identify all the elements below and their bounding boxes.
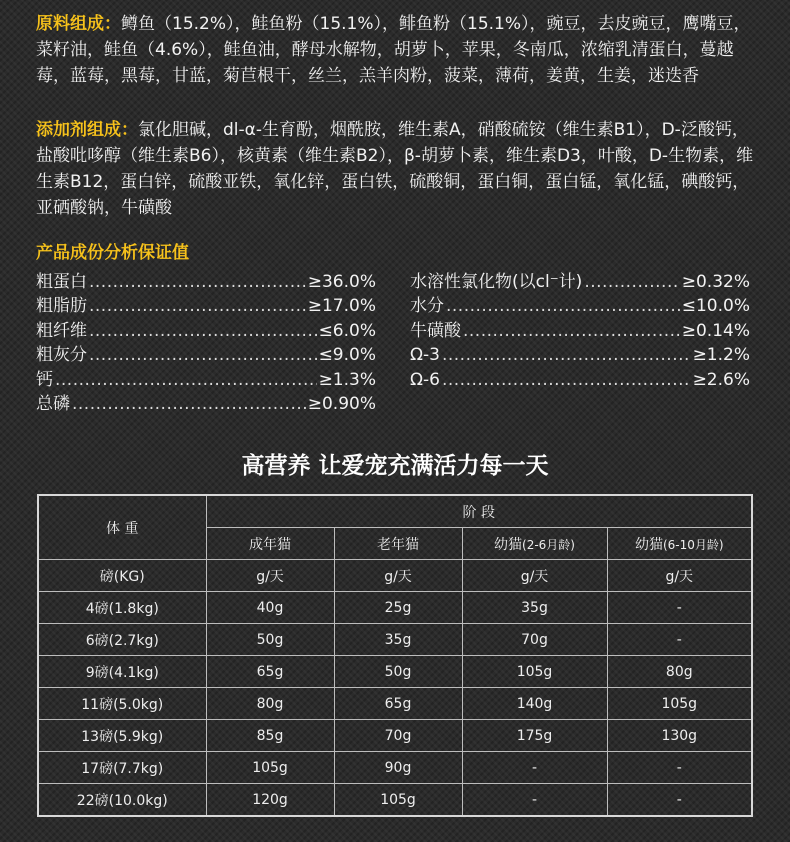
analysis-value: ≥1.3%	[318, 369, 376, 390]
analysis-value: ≥0.14%	[681, 320, 750, 341]
table-cell: 90g	[334, 752, 462, 784]
analysis-name: 钙	[36, 369, 53, 390]
analysis-right-column	[410, 270, 750, 392]
table-cell: g/天	[607, 560, 752, 592]
stage-sub: (2-6月龄)	[522, 537, 575, 552]
leader-dots	[446, 294, 680, 318]
stage-name: 幼猫	[634, 536, 663, 553]
table-cell: -	[607, 592, 752, 624]
table-cell: -	[607, 784, 752, 817]
table-row	[38, 656, 752, 688]
analysis-left-column	[36, 270, 376, 416]
stage-cell	[607, 528, 752, 560]
stage-cell	[334, 528, 462, 560]
analysis-value: ≥0.90%	[307, 393, 376, 414]
ingredients-text: 鳟鱼（15.2%），鲑鱼粉（15.1%），鲱鱼粉（15.1%），豌豆，去皮豌豆，鹰嘴豆，菜籽油，鲑鱼（4.6%），鲑鱼油，酵母水解物，胡萝卜，苹果，冬南瓜，浓缩乳清蛋白，蔓越莓，蓝莓，黑莓，甘蓝，菊苣根干，丝兰，羔羊肉粉，菠菜，薄荷，姜黄，生姜，迷迭香	[36, 14, 751, 86]
table-cell: 磅(KG)	[38, 560, 206, 592]
analysis-value: ≤9.0%	[318, 345, 376, 366]
weight-header: 体 重	[38, 495, 206, 560]
table-row	[38, 784, 752, 817]
table-cell: 25g	[334, 592, 462, 624]
table-cell: -	[607, 752, 752, 784]
analysis-value: ≤10.0%	[681, 296, 750, 317]
leader-dots	[442, 368, 691, 392]
analysis-name: 水分	[410, 296, 444, 317]
table-row	[38, 752, 752, 784]
table-cell: 105g	[607, 688, 752, 720]
analysis-row	[410, 270, 750, 294]
analysis-row	[410, 368, 750, 392]
table-cell: 50g	[206, 624, 334, 656]
table-cell: 80g	[206, 688, 334, 720]
additives-label: 添加剂组成：	[36, 120, 138, 140]
table-cell: 85g	[206, 720, 334, 752]
analysis-value: ≥1.2%	[692, 345, 750, 366]
table-cell: 65g	[334, 688, 462, 720]
table-cell: 13磅(5.9kg)	[38, 720, 206, 752]
analysis-row	[410, 294, 750, 318]
leader-dots	[463, 319, 680, 343]
table-cell: -	[462, 752, 607, 784]
feeding-table	[37, 494, 753, 817]
analysis-name: 总磷	[36, 393, 70, 414]
analysis-row	[36, 294, 376, 318]
analysis-row	[36, 368, 376, 392]
table-cell: 105g	[462, 656, 607, 688]
analysis-name: 牛磺酸	[410, 320, 461, 341]
analysis-row	[36, 270, 376, 294]
stage-header: 阶 段	[206, 495, 752, 528]
table-cell: 17磅(7.7kg)	[38, 752, 206, 784]
table-cell: 4磅(1.8kg)	[38, 592, 206, 624]
table-cell: 130g	[607, 720, 752, 752]
table-unit-row	[38, 560, 752, 592]
table-cell: -	[462, 784, 607, 817]
analysis-row	[410, 343, 750, 367]
table-cell: 65g	[206, 656, 334, 688]
table-cell: 120g	[206, 784, 334, 817]
stage-sub: (6-10月龄)	[662, 537, 724, 552]
additives-paragraph	[36, 117, 758, 221]
leader-dots	[584, 270, 679, 294]
table-cell: 50g	[334, 656, 462, 688]
table-cell: 175g	[462, 720, 607, 752]
table-row	[38, 688, 752, 720]
table-header-row	[38, 495, 752, 528]
table-cell: 70g	[334, 720, 462, 752]
ingredients-label: 原料组成：	[36, 14, 121, 34]
table-cell: g/天	[462, 560, 607, 592]
analysis-name: 粗蛋白	[36, 272, 87, 292]
table-cell: 80g	[607, 656, 752, 688]
table-cell: g/天	[334, 560, 462, 592]
analysis-value: ≥17.0%	[307, 296, 376, 317]
analysis-row	[36, 343, 376, 367]
table-cell: 22磅(10.0kg)	[38, 784, 206, 817]
table-cell: 105g	[206, 752, 334, 784]
stage-name: 幼猫	[494, 536, 523, 553]
leader-dots	[89, 319, 317, 343]
leader-dots	[89, 343, 317, 367]
table-cell: g/天	[206, 560, 334, 592]
analysis-name: Ω-3	[410, 345, 440, 366]
table-cell: 70g	[462, 624, 607, 656]
table-cell: 105g	[334, 784, 462, 817]
feeding-table-title: 高营养 让爱宠充满活力每一天	[241, 453, 549, 479]
analysis-row	[36, 392, 376, 416]
ingredients-paragraph	[36, 11, 758, 89]
additives-text: 氯化胆碱，dl-α-生育酚，烟酰胺，维生素A，硝酸硫铵（维生素B1），D-泛酸钙，盐酸吡哆醇（维生素B6），核黄素（维生素B2），β-胡萝卜素，维生素D3，叶酸，D-生物素，维生素B12，蛋白锌，硫酸亚铁，氧化锌，蛋白铁，硫酸铜，蛋白铜，蛋白锰，氧化锰，碘酸钙，亚硒酸钠，牛磺酸	[36, 120, 754, 218]
table-cell: 9磅(4.1kg)	[38, 656, 206, 688]
leader-dots	[89, 294, 306, 318]
table-row	[38, 624, 752, 656]
table-cell: 40g	[206, 592, 334, 624]
table-cell: 140g	[462, 688, 607, 720]
stage-name: 老年猫	[377, 536, 419, 553]
stage-cell	[206, 528, 334, 560]
leader-dots	[442, 343, 691, 367]
leader-dots	[55, 368, 317, 392]
analysis-row	[36, 319, 376, 343]
table-cell: 35g	[334, 624, 462, 656]
analysis-value: ≥0.32%	[681, 272, 750, 292]
analysis-row	[410, 319, 750, 343]
analysis-heading: 产品成份分析保证值	[36, 243, 189, 263]
table-cell: 6磅(2.7kg)	[38, 624, 206, 656]
stage-name: 成年猫	[249, 536, 291, 553]
stage-cell	[462, 528, 607, 560]
analysis-name: 粗脂肪	[36, 296, 87, 317]
leader-dots	[72, 392, 306, 416]
analysis-name: 水溶性氯化物(以cl⁻计)	[410, 272, 583, 292]
analysis-name: 粗纤维	[36, 320, 87, 341]
table-row	[38, 720, 752, 752]
leader-dots	[89, 270, 306, 294]
table-cell: 35g	[462, 592, 607, 624]
analysis-name: Ω-6	[410, 369, 440, 390]
analysis-value: ≤6.0%	[318, 320, 376, 341]
table-cell: 11磅(5.0kg)	[38, 688, 206, 720]
analysis-value: ≥2.6%	[692, 369, 750, 390]
table-cell: -	[607, 624, 752, 656]
analysis-name: 粗灰分	[36, 345, 87, 366]
table-row	[38, 592, 752, 624]
analysis-value: ≥36.0%	[307, 272, 376, 292]
